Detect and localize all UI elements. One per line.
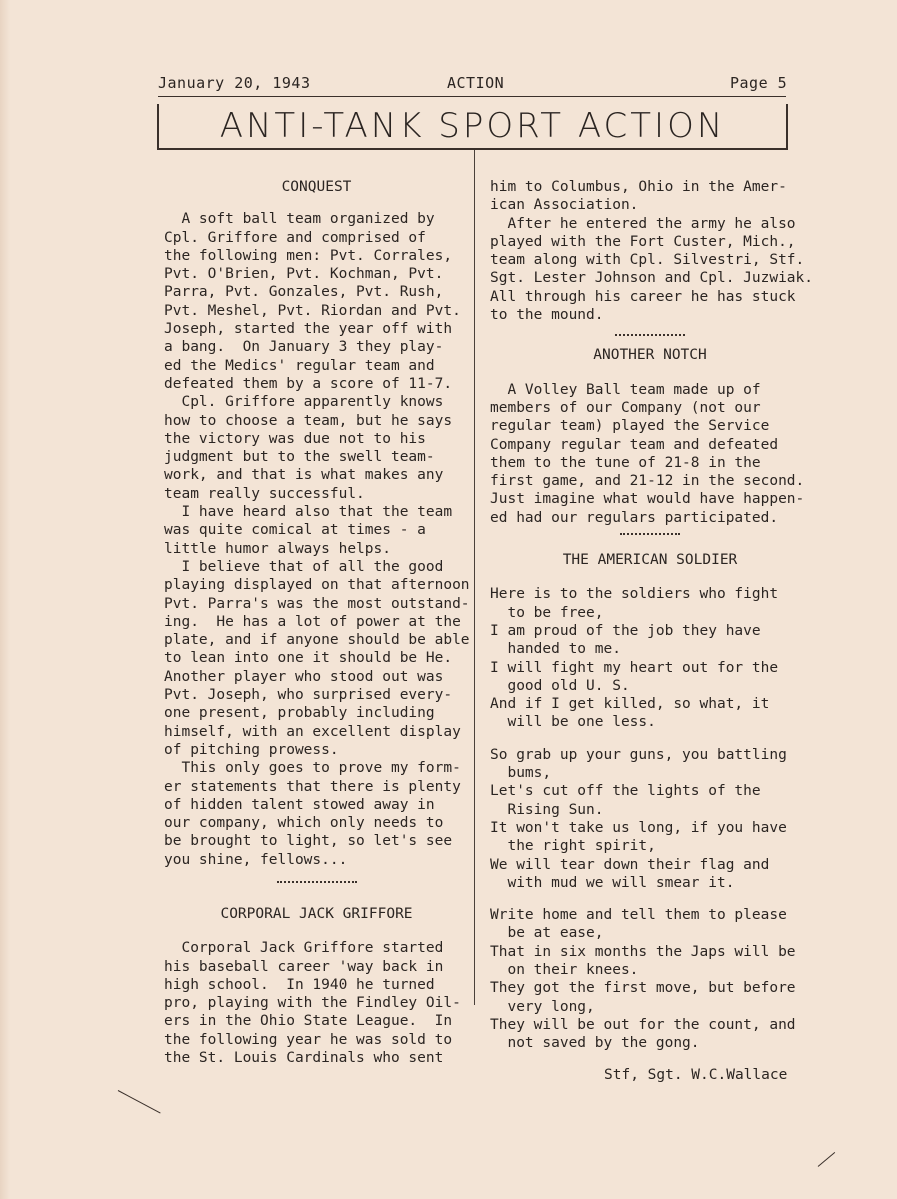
poem-stanza — [490, 906, 810, 1052]
text-line: Company regular team and defeated — [490, 436, 779, 453]
text-line: ed the Medics' regular team and — [164, 357, 435, 374]
poem-line: will be one less. — [490, 714, 656, 731]
text-line: work, and that is what makes any — [164, 467, 444, 484]
text-line: A Volley Ball team made up of — [490, 381, 761, 398]
poem-line: That in six months the Japs will be — [490, 943, 796, 960]
text-line: plate, and if anyone should be able — [164, 632, 470, 649]
section-banner — [157, 104, 788, 150]
text-line: his baseball career 'way back in — [164, 958, 444, 975]
poem-stanza — [490, 746, 810, 892]
text-line: Pvt. Meshel, Pvt. Riordan and Pvt. — [164, 302, 461, 319]
text-line: the St. Louis Cardinals who sent — [164, 1050, 444, 1067]
text-line: ed had our regulars participated. — [490, 509, 779, 526]
poem-line: bums, — [490, 765, 552, 782]
text-line: playing displayed on that afternoon — [164, 577, 470, 594]
article-heading-griffore: CORPORAL JACK GRIFFORE — [220, 905, 413, 922]
article-heading-conquest: CONQUEST — [281, 179, 352, 195]
banner-title: ANTI-TANK SPORT ACTION — [219, 106, 726, 146]
text-line: him to Columbus, Ohio in the Amer- — [490, 179, 787, 195]
issue-date: January 20, 1943 — [158, 74, 311, 92]
poem-line: So grab up your guns, you battling — [490, 746, 787, 763]
text-line: high school. In 1940 he turned — [164, 976, 435, 993]
text-line: Joseph, started the year off with — [164, 321, 453, 338]
text-line: judgment but to the swell team- — [164, 449, 435, 466]
poem-heading: THE AMERICAN SOLDIER — [562, 552, 738, 569]
text-line: All through his career he has stuck — [490, 288, 796, 305]
text-line: members of our Company (not our — [490, 399, 761, 416]
poem-line: Here is to the soldiers who fight — [490, 586, 779, 603]
poem-line: with mud we will smear it. — [490, 874, 735, 891]
paper-scuff — [118, 1090, 161, 1113]
text-line: of hidden talent stowed away in — [164, 796, 435, 813]
text-line: the victory was due not to his — [164, 430, 426, 447]
article-heading-notch: ANOTHER NOTCH — [593, 347, 707, 364]
publication-name: ACTION — [447, 74, 505, 92]
poem-signature: Stf, Sgt. W.C.Wallace — [604, 1067, 788, 1084]
article-body-griffore — [164, 939, 469, 1067]
right-column — [490, 178, 814, 1085]
text-line: A soft ball team organized by — [164, 211, 435, 228]
poem-stanza — [490, 585, 810, 731]
text-line: Another player who stood out was — [164, 668, 444, 685]
poem-line: be at ease, — [490, 925, 604, 942]
text-line: Parra, Pvt. Gonzales, Pvt. Rush, — [164, 284, 444, 301]
poem-line: the right spirit, — [490, 838, 656, 855]
text-line: you shine, fellows... — [164, 851, 348, 868]
text-line: to the mound. — [490, 307, 604, 324]
paper-scuff — [818, 1152, 835, 1167]
page-number: Page 5 — [730, 74, 788, 92]
poem-line: handed to me. — [490, 641, 621, 658]
text-line: our company, which only needs to — [164, 815, 444, 832]
poem-line: They got the first move, but before — [490, 980, 796, 997]
text-line: Cpl. Griffore apparently knows — [164, 394, 444, 411]
text-line: how to choose a team, but he says — [164, 412, 453, 429]
poem-line: good old U. S. — [490, 677, 630, 694]
text-line: team really successful. — [164, 485, 365, 502]
text-line: Pvt. O'Brien, Pvt. Kochman, Pvt. — [164, 266, 444, 283]
text-line: ican Association. — [490, 197, 639, 214]
poem-line: I will fight my heart out for the — [490, 659, 779, 676]
article-body-notch — [490, 381, 810, 527]
text-line: be brought to light, so let's see — [164, 833, 453, 850]
poem-line: We will tear down their flag and — [490, 856, 770, 873]
poem-line: very long, — [490, 998, 595, 1015]
poem-line: Let's cut off the lights of the — [490, 783, 761, 800]
page-edge — [0, 0, 10, 1199]
text-line: to lean into one it should be He. — [164, 650, 453, 667]
text-line: Sgt. Lester Johnson and Cpl. Juzwiak. — [490, 270, 814, 287]
column-divider — [474, 150, 475, 1005]
poem-line: And if I get killed, so what, it — [490, 696, 770, 713]
text-line: played with the Fort Custer, Mich., — [490, 233, 796, 250]
poem-body — [490, 585, 810, 1052]
text-line: pro, playing with the Findley Oil- — [164, 995, 461, 1012]
text-line: Pvt. Joseph, who surprised every- — [164, 687, 453, 704]
poem-line: Write home and tell them to please — [490, 907, 787, 924]
text-line: ing. He has a lot of power at the — [164, 613, 461, 630]
poem-line: not saved by the gong. — [490, 1035, 700, 1052]
text-line: This only goes to prove my form- — [164, 760, 461, 777]
text-line: of pitching prowess. — [164, 741, 339, 758]
text-line: the following year he was sold to — [164, 1031, 453, 1048]
text-line: first game, and 21-12 in the second. — [490, 473, 805, 490]
poem-line: They will be out for the count, and — [490, 1016, 796, 1033]
poem-line: to be free, — [490, 604, 604, 621]
text-line: himself, with an excellent display — [164, 723, 461, 740]
poem-line: Rising Sun. — [490, 801, 604, 818]
article-body-griffore-continued — [490, 178, 814, 324]
text-line: er statements that there is plenty — [164, 778, 461, 795]
text-line: Cpl. Griffore and comprised of — [164, 229, 426, 246]
text-line: Just imagine what would have happen- — [490, 491, 805, 508]
poem-line: It won't take us long, if you have — [490, 819, 787, 836]
header-rule — [158, 96, 786, 97]
text-line: Pvt. Parra's was the most outstand- — [164, 595, 470, 612]
text-line: After he entered the army he also — [490, 215, 796, 232]
text-line: the following men: Pvt. Corrales, — [164, 247, 453, 264]
left-column — [164, 178, 469, 1067]
text-line: one present, probably including — [164, 705, 435, 722]
text-line: was quite comical at times - a — [164, 522, 426, 539]
text-line: a bang. On January 3 they play- — [164, 339, 444, 356]
text-line: team along with Cpl. Silvestri, Stf. — [490, 252, 805, 269]
article-body-conquest — [164, 210, 469, 869]
text-line: them to the tune of 21-8 in the — [490, 454, 761, 471]
text-line: Corporal Jack Griffore started — [164, 940, 444, 957]
poem-line: I am proud of the job they have — [490, 622, 761, 639]
text-line: I believe that of all the good — [164, 558, 444, 575]
text-line: defeated them by a score of 11-7. — [164, 375, 453, 392]
text-line: little humor always helps. — [164, 540, 391, 557]
text-line: ers in the Ohio State League. In — [164, 1013, 453, 1030]
poem-line: on their knees. — [490, 961, 639, 978]
text-line: I have heard also that the team — [164, 504, 453, 521]
text-line: regular team) played the Service — [490, 418, 770, 435]
